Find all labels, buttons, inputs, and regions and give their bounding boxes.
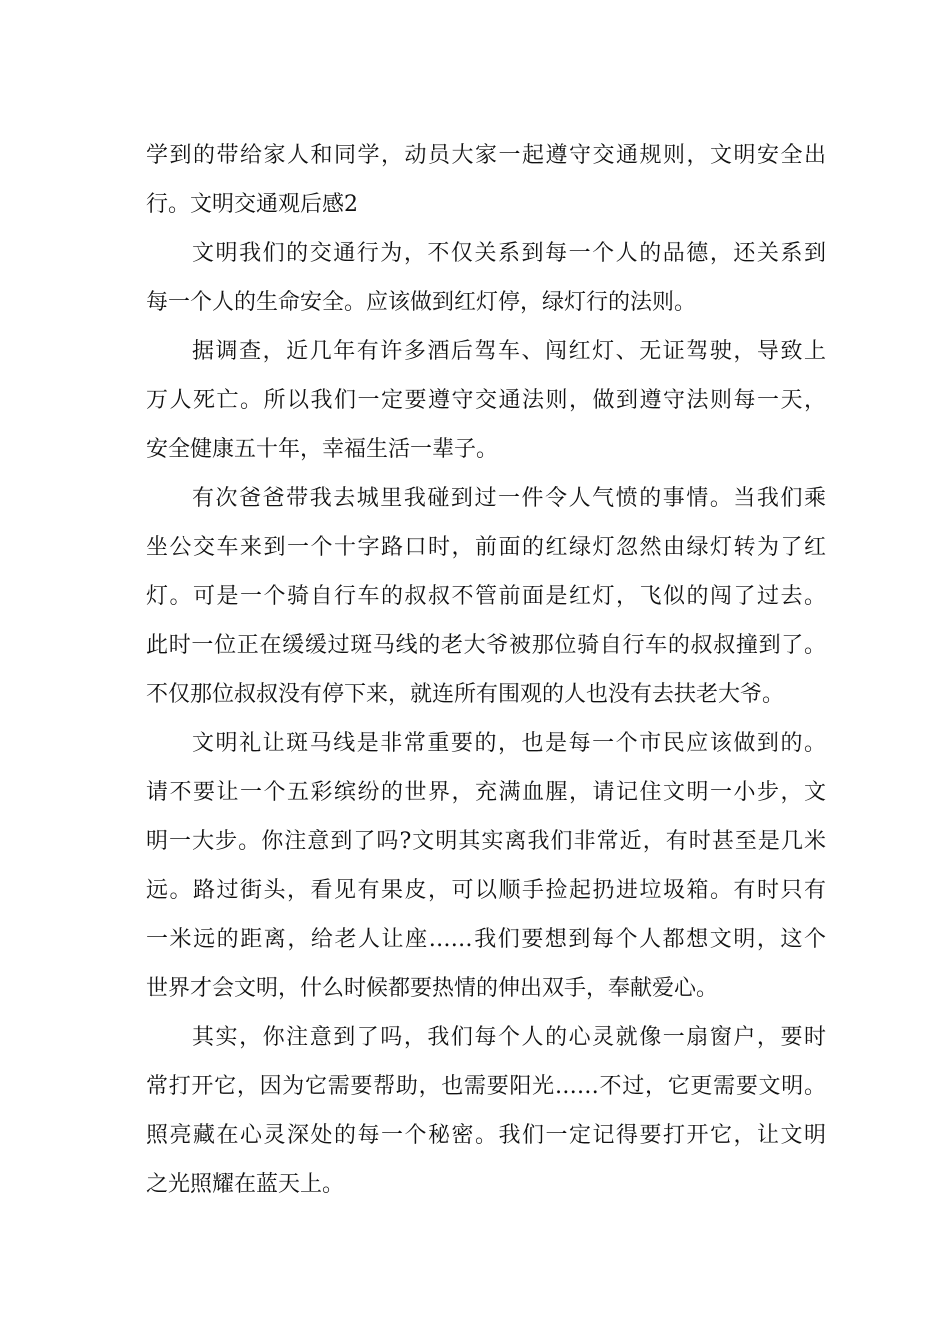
text-line: 万人死亡。所以我们一定要遵守交通法则，做到遵守法则每一天， (146, 388, 826, 413)
document-body (146, 131, 826, 1209)
text-line: 灯。可是一个骑自行车的叔叔不管前面是红灯，飞似的闯了过去。 (146, 584, 826, 609)
text-line: 文明我们的交通行为，不仅关系到每一个人的品德，还关系到 (192, 241, 826, 266)
text-line: 一米远的距离，给老人让座……我们要想到每个人都想文明，这个 (146, 927, 826, 952)
text-line: 此时一位正在缓缓过斑马线的老大爷被那位骑自行车的叔叔撞到了。 (146, 633, 826, 658)
text-line: 行。文明交通观后感2 (146, 192, 358, 217)
paragraph (146, 474, 826, 719)
text-line: 常打开它，因为它需要帮助，也需要阳光……不过，它更需要文明。 (146, 1074, 826, 1099)
paragraph (146, 131, 826, 229)
text-line: 据调查，近几年有许多酒后驾车、闯红灯、无证驾驶，导致上 (192, 339, 826, 364)
text-line: 照亮藏在心灵深处的每一个秘密。我们一定记得要打开它，让文明 (146, 1123, 826, 1148)
text-line: 明一大步。你注意到了吗?文明其实离我们非常近，有时甚至是几米 (146, 829, 826, 854)
text-line: 坐公交车来到一个十字路口时，前面的红绿灯忽然由绿灯转为了红 (146, 535, 826, 560)
text-line: 请不要让一个五彩缤纷的世界，充满血腥，请记住文明一小步，文 (146, 780, 826, 805)
paragraph (146, 719, 826, 1013)
paragraph (146, 1013, 826, 1209)
text-line: 远。路过街头，看见有果皮，可以顺手捡起扔进垃圾箱。有时只有 (146, 878, 826, 903)
text-line: 其实，你注意到了吗，我们每个人的心灵就像一扇窗户，要时 (192, 1025, 826, 1050)
text-line: 学到的带给家人和同学，动员大家一起遵守交通规则，文明安全出 (146, 143, 826, 168)
text-line: 每一个人的生命安全。应该做到红灯停，绿灯行的法则。 (146, 290, 697, 315)
text-line: 有次爸爸带我去城里我碰到过一件令人气愤的事情。当我们乘 (192, 486, 826, 511)
text-line: 安全健康五十年，幸福生活一辈子。 (146, 437, 499, 462)
paragraph (146, 327, 826, 474)
paragraph (146, 229, 826, 327)
text-line: 文明礼让斑马线是非常重要的，也是每一个市民应该做到的。 (192, 731, 826, 756)
text-line: 世界才会文明，什么时候都要热情的伸出双手，奉献爱心。 (146, 976, 719, 1001)
text-line: 不仅那位叔叔没有停下来，就连所有围观的人也没有去扶老大爷。 (146, 682, 785, 707)
text-line: 之光照耀在蓝天上。 (146, 1172, 345, 1197)
